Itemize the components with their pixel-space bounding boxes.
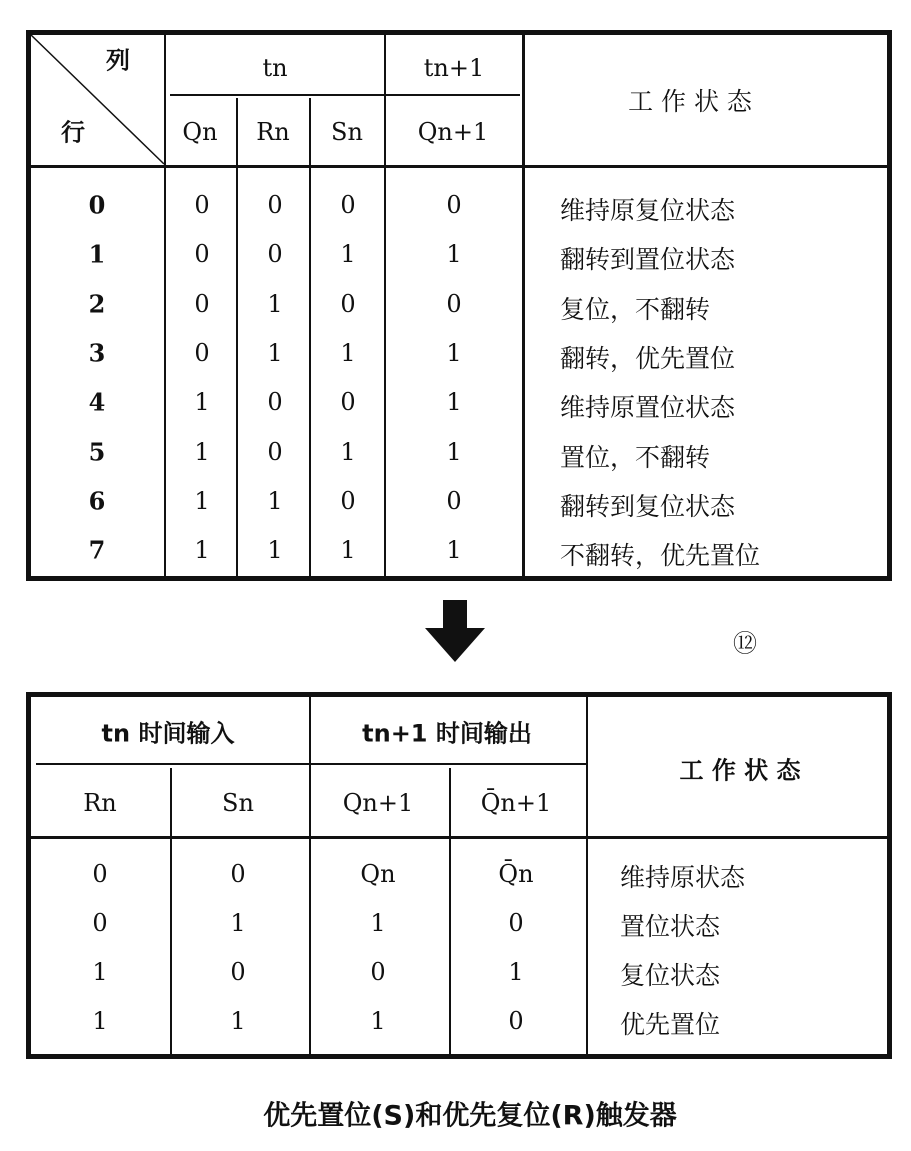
cell-qn: 0	[194, 240, 210, 269]
cell-sn: 0	[340, 388, 356, 417]
group-header-tn1: tn+1	[423, 54, 485, 82]
cell-state: 置位，不翻转	[560, 442, 711, 472]
col-header-qn1-bar: Q̄n+1	[480, 789, 552, 817]
cell-rn: 0	[92, 909, 108, 937]
table2-right-border	[887, 692, 892, 1059]
cell-qn1: 1	[446, 240, 462, 269]
group-header-tn: tn	[262, 54, 288, 82]
table2-group-divider	[36, 763, 586, 765]
row-index: 3	[88, 338, 106, 368]
col-header-state: 工 作 状 态	[679, 756, 801, 785]
down-arrow-icon	[425, 600, 485, 662]
cell-qn1: 0	[446, 289, 462, 318]
cell-sn: 0	[230, 958, 246, 986]
table1-bottom-border	[28, 576, 892, 581]
group-header-output: tn+1 时间输出	[362, 719, 532, 748]
cell-rn: 1	[92, 958, 108, 986]
cell-qn: 1	[194, 437, 210, 466]
cell-qbar: 0	[508, 1007, 524, 1035]
col-header-sn: Sn	[331, 118, 363, 146]
cell-sn: 0	[230, 860, 246, 888]
cell-rn: 0	[267, 388, 283, 417]
cell-state: 维持原置位状态	[560, 393, 736, 423]
cell-qbar: Q̄n	[498, 860, 534, 888]
cell-sn: 1	[230, 1007, 246, 1035]
cell-state: 不翻转，优先置位	[560, 541, 761, 571]
row-index: 6	[88, 486, 106, 516]
table2-header-divider	[28, 836, 890, 839]
cell-qn: 0	[194, 289, 210, 318]
cell-sn: 1	[340, 338, 356, 367]
cell-q: 1	[370, 909, 386, 937]
cell-sn: 0	[340, 289, 356, 318]
table1-right-border	[887, 30, 892, 581]
col-header-qn1: Qn+1	[342, 789, 414, 817]
cell-state: 置位状态	[620, 912, 721, 941]
cell-rn: 1	[267, 338, 283, 367]
col-line	[309, 98, 311, 578]
cell-rn: 1	[92, 1007, 108, 1035]
table2-left-border	[26, 692, 31, 1059]
col-header-qn: Qn	[182, 118, 218, 146]
corner-col-label: 列	[106, 46, 130, 75]
row-index: 7	[88, 535, 106, 565]
row-index: 1	[88, 239, 106, 269]
col-header-rn: Rn	[256, 118, 290, 146]
cell-qn1: 0	[446, 191, 462, 219]
col-line	[586, 694, 588, 1056]
cell-rn: 1	[267, 486, 283, 515]
group-header-input: tn 时间输入	[101, 719, 235, 748]
cell-q: Qn	[360, 860, 396, 888]
cell-rn: 1	[267, 289, 283, 318]
row-index: 4	[88, 387, 106, 417]
cell-rn: 0	[267, 191, 283, 219]
corner-row-label: 行	[61, 118, 85, 147]
cell-sn: 1	[230, 909, 246, 937]
cell-state: 复位状态	[620, 961, 721, 990]
cell-state: 优先置位	[620, 1010, 721, 1039]
table2-bottom-border	[28, 1054, 892, 1059]
cell-qn: 1	[194, 536, 210, 565]
row-index: 0	[88, 190, 106, 220]
figure-caption: 优先置位(S)和优先复位(R)触发器	[263, 1100, 677, 1132]
col-header-state: 工 作 状 态	[628, 87, 752, 116]
cell-state: 翻转到置位状态	[560, 245, 736, 275]
col-header-rn: Rn	[83, 789, 117, 817]
cell-rn: 0	[267, 437, 283, 466]
cell-rn: 1	[267, 536, 283, 565]
cell-state: 维持原复位状态	[560, 196, 736, 225]
col-header-qn1: Qn+1	[417, 118, 489, 146]
cell-sn: 1	[340, 437, 356, 466]
cell-sn: 0	[340, 191, 356, 219]
table1-group-divider	[170, 94, 520, 96]
figure-marker: ⑫	[733, 629, 757, 658]
col-line	[170, 768, 172, 1056]
cell-rn: 0	[92, 860, 108, 888]
cell-qn: 0	[194, 191, 210, 219]
cell-sn: 0	[340, 486, 356, 515]
cell-state: 复位，不翻转	[560, 294, 711, 324]
cell-state: 翻转到复位状态	[560, 491, 736, 521]
col-line	[236, 98, 238, 578]
row-index: 2	[88, 289, 106, 319]
cell-rn: 0	[267, 240, 283, 269]
cell-qn1: 1	[446, 536, 462, 565]
table2-top-border	[28, 692, 892, 697]
col-header-sn: Sn	[222, 789, 254, 817]
cell-qn: 1	[194, 486, 210, 515]
cell-qn1: 1	[446, 437, 462, 466]
cell-qn: 1	[194, 388, 210, 417]
cell-qn: 0	[194, 338, 210, 367]
col-line	[449, 768, 451, 1056]
cell-qn1: 1	[446, 338, 462, 367]
corner-diagonal-line	[28, 32, 166, 166]
cell-qn1: 0	[446, 486, 462, 515]
cell-qn1: 1	[446, 388, 462, 417]
col-line	[309, 694, 311, 1056]
col-line	[522, 32, 525, 578]
cell-qbar: 0	[508, 909, 524, 937]
cell-sn: 1	[340, 536, 356, 565]
cell-q: 1	[370, 1007, 386, 1035]
cell-q: 0	[370, 958, 386, 986]
row-index: 5	[88, 437, 106, 466]
cell-state: 翻转，优先置位	[560, 343, 736, 373]
cell-state: 维持原状态	[620, 863, 746, 892]
cell-sn: 1	[340, 240, 356, 269]
col-line	[384, 32, 386, 578]
cell-qbar: 1	[508, 958, 524, 986]
